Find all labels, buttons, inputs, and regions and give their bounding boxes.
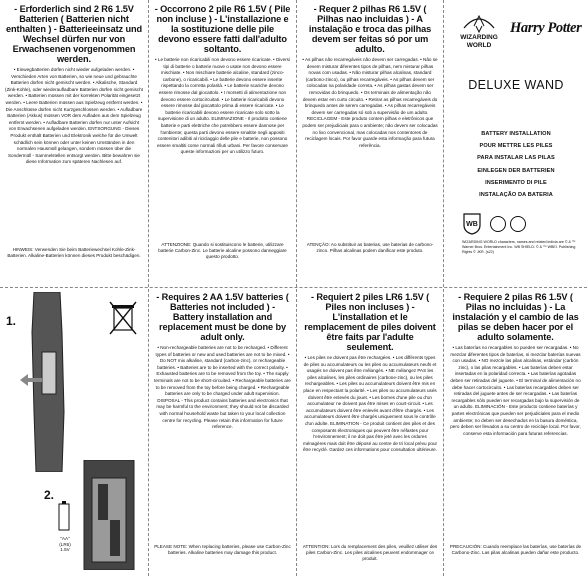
choking-hazard-icon (510, 216, 526, 232)
lang-de: EINLEGEN DER BATTERIEN (477, 167, 555, 174)
installation-titles (446, 128, 586, 201)
panel-german (0, 0, 148, 287)
panel-english (149, 288, 296, 576)
panel-note: HINWEIS: Verwenden Sie beim Batteriewechsel Kohle-Zink-Batterien. Alkaline-Batterien können dieses Produkt beschädigen. (7, 247, 141, 258)
panel-title: - Erforderlich sind 2 R6 1.5V Batterien ( Batterien nicht enthalten ) - Batterieeinsatz und Wechsel dürfen nur von Erwachsenen vorgenommen werden. (5, 4, 143, 64)
harry-potter-logo: Harry Potter (510, 20, 582, 36)
lang-en: BATTERY INSTALLATION (481, 131, 551, 137)
panel-body: • As pilhas não recarregáveis não devem ser carregadas. • Não se devem misturar diferentes tipos de pilhas, nem misturar pilhas novas com usadas. • Não misturar pilhas alcalinas, standard (carbono-zinco), ou pilhas recarregáveis. • As pilhas devem ser colocadas na polaridade correta. • As pilhas gastas devem ser removidas do brinquedo. • Os terminais de alimentação não devem estar em curto circuito. • Retirar as pilhas recarregáveis do brinquedo antes de serem carregadas. • As pilhas recarregáveis devem ser carregadas só sob a supervisão de um adulto. RECICLAGEM - Este produto contem pilhas e eletrônicos que podem ser prejudiciais para o ambiente; não devem ser colocadas no lixo convencional, mas colocadas nos contentores de reciclagem locais. Por favor guarde esta informação para futura referência. (302, 57, 438, 148)
step-2-label: 2. (44, 488, 55, 502)
panel-italian (149, 0, 296, 287)
panel-portuguese (297, 0, 443, 287)
wizarding-world-logo (450, 10, 508, 50)
panel-body: • Las baterías no recargables no pueden ser recargadas. • No mezclar diferentes tipos de baterías, ni mezclar baterías nuevas con usadas. • NO mezcle las pilas alcalinas, estándar (carbón zinc), o las pilas recargables. • Las baterías deben estar insertadas en la polaridad correcta. • Las baterías agotadas deben ser retiradas del juguete. • El terminal de alimentación no debe hacer cortocircuito. • Las baterías recargables deben ser retiradas del juguete antes de ser recargadas. • Las baterías recargables sólo pueden ser recargadas bajo la supervisión de un adulto. ELIMINACIÓN - Este producto contiene baterías y partes electrónicas que pueden ser perjudiciales para el medio ambiente; no deben ser desechados en la basura doméstica, pero deben ser llevados a su centro de reciclaje local. Por favor, conserve esta información para futuras referencias. (450, 345, 581, 436)
panel-title: - Requiere 2 pilas R6 1.5V ( Pilas no incluidas ) - La instalación y el cambio de las pilas se deben hacer por el adulto solamente. (452, 292, 579, 342)
step-1-label: 1. (6, 314, 17, 328)
panel-title: - Occorrono 2 pile R6 1.5V ( Pile non incluse ) - L'installazione e la sostituzione delle pile devono essere fatti dall'adulto soltanto. (154, 4, 291, 54)
panel-note: ATTENZIONE: Quando si sostituiscono le batterie, utilizzare batterie Carbon-Zinc. Le batterie alcaline possono danneggiare questo prodotto. (158, 242, 287, 259)
panel-body: • Le batterie non ricaricabili non devono essere ricaricate. • Diversi tipi di batterie o batterie nuove o usate non devono essere mischiate. • Non mischiare batterie alcaline, standard (zinco-carbone), o ricaricabili. • Le batterie devono essere inserite rispettando la corretta polarità. • Le batterie scariche devono essere rimosse dal giocattolo. • I morsetti di alimentazione non devono essere cortocircuitati. • Le batterie ricaricabili devono essere rimosse dal giocattolo prima di essere ricaricate. • Le batterie ricaricabili devono essere ricaricate solo sotto la supervisione di un adulto. ELIMINAZIONE - Il prodotto contiene batterie e parti elettriche che potrebbero essere dannose per l'ambiente; questa parti devono essere smaltite negli appositi contenitori adibiti al riciclaggio delle pile e batterie, non possono essere smaltiti come normali rifiuti urbani. Per favore conservare queste informazioni per un utilizzo futuro. (155, 57, 290, 155)
wand-diagram-1 (20, 292, 100, 472)
lang-fr: POUR METTRE LES PILES (479, 143, 553, 150)
panel-body: • Les piles ne doivent pas être rechargées. • Les différents types de piles ou accumulateurs ou les piles ou accumulateurs neufs et usagés ne doivent pas être mélangés. • NE mélangez PAS les piles alcalines, les piles ordinaires (carbone-zinc), ou les piles rechargeables. • Les piles ou accumulateurs doivent être mis en place en respectant la polarité. • Les piles ou accumulateurs usés doivent être enlevés du jouet. • Les bornes d'une pile ou d'un accumulateur ne doivent pas être mises en court-circuit. • Les accumulateurs doivent être enlevés avant d'être chargés. • Les accumulateurs doivent être chargés uniquement sous le contrôle d'un adulte. ELIMINATION - Ce produit contient des piles et des composants électroniques qui peuvent être néfastes pour l'environnement; il ne doit pas être jeté avec les ordures ménagères mais doit être déposé au centre de tri local prévu pour être recyclé. Gardez ces informations pour consultation ultérieure. (302, 355, 438, 453)
panel-spanish (444, 288, 587, 576)
age-icon (490, 216, 506, 232)
diagram-area (0, 288, 148, 576)
product-name: DELUXE WAND (468, 78, 564, 92)
lang-es: PARA INSTALAR LAS PILAS (477, 155, 555, 162)
aa-text: "AA" (60, 536, 70, 541)
panel-body: • Einwegbatterien dürfen nicht wieder aufgeladen werden. • Verschieden Arten von Batterien, so wie neue und gebrauchte Batterien dürfen nicht gemischt werden. • Alkalische, Standard (Zink-Kohle), oder wiederaufladbare Batterien dürfen nicht gemischt werden. • Batterien müssen mit der korrekten Polarität eingesetzt werden. • Leere Batterien müssen aus Spielzeug entfernt werden. • Die Anschlüsse dürfen nicht Kurzgeschlossen werden. • Aufladbare Batterien (Akkus) müssen VOR dem Aufladen aus dem Spielzeug entfernt werden. • Aufladbare Batterien dürfen nur unter Aufsicht von Erwachsenen aufgeladen werden. ENTSORGUNG - Dieses Produkt enthält Batterien und Elektronik welche für die Umwelt schädlich sein können oder unter keinen Umständen in den normalen Hausmüll gelangen, sondern müssen über die Sondermüll - Sammelstellen entsorgt werden. Bitte bewahren sie diese Information zum späteren Nachlesen auf. (5, 67, 143, 165)
wand-diagram-2 (80, 460, 140, 570)
legal-text: WIZARDING WORLD characters, names and related indicia are © & ™ Warner Bros. Entertainment Inc. WB SHIELD: © & ™ WBEI. Publishing Rights © JKR. (s22) (462, 240, 576, 254)
panel-note: PRECAUCIÓN: Cuando reemplace las baterías, use baterías de Carbono-Zinc. Las pilas alcalinas pueden dañar este producto. (449, 544, 582, 555)
battery-icon (56, 500, 72, 532)
panel-french (297, 288, 443, 576)
wb-shield-logo (463, 213, 481, 235)
lr6-text: (LR6) (59, 541, 71, 547)
lang-pt: INSTALAÇÃO DA BATERIA (479, 192, 553, 199)
panel-body: • Non-rechargeable batteries are not to be recharged. • Different types of batteries or new and used batteries are not to be mixed. • Do NOT mix alkaline, standard (carbon-zinc), or rechargeable batteries. • Batteries are to be inserted with the correct polarity. • Exhausted batteries are to be removed from the toy. • The supply terminals are not to be short-circuited. • Rechargeable batteries are to be removed from the toy before being charged. • Rechargeable batteries are only to be charged under adult supervision. DISPOSAL - This product contains batteries and electronics that may be harmful to the environment; they should not be discarded with normal household waste but taken to your local collection centre for recycling. Please retain this information for future reference. (154, 345, 291, 430)
wizarding-bottom: WORLD (466, 42, 492, 49)
wb-text: WB (466, 221, 478, 228)
wizarding-top: WIZARDING (460, 34, 498, 41)
weee-bin-icon (108, 300, 138, 336)
panel-note: ATTENTION: Lors du remplacement des piles, veuillez utiliser des piles Carbon-Zinc. Les piles alcalines peuvent endommager ce produit. (302, 544, 438, 561)
brand-logos (450, 10, 585, 50)
panel-note: PLEASE NOTE: When replacing batteries, please use Carbon-Zinc batteries. Alkaline batteries may damage this product. (154, 544, 291, 555)
lang-it: INSERIMENTO DI PILE (485, 179, 547, 186)
panel-title: - Requires 2 AA 1.5V batteries ( Batteries not included ) - Battery installation and replacement must be done by adult only. (156, 292, 289, 342)
panel-title: - Requer 2 pilhas R6 1.5V ( Pilhas nao incluidas ) - A instalação e troca das pilhas devem ser feitas só por um adulto. (308, 4, 432, 54)
voltage-text: 1.5V (60, 547, 70, 553)
panel-title: - Requiert 2 piles LR6 1.5V ( Piles non incluses ) - L'installation et le remplacement de piles doivent être faits par l'adulte seulement. (304, 292, 436, 352)
panel-note: ATENÇÃO: Ao substituir as baterias, use baterias de carbono-zinco. Pilhas alcalinas podem danificar este produto. (306, 242, 434, 253)
battery-aa-label (40, 536, 90, 553)
